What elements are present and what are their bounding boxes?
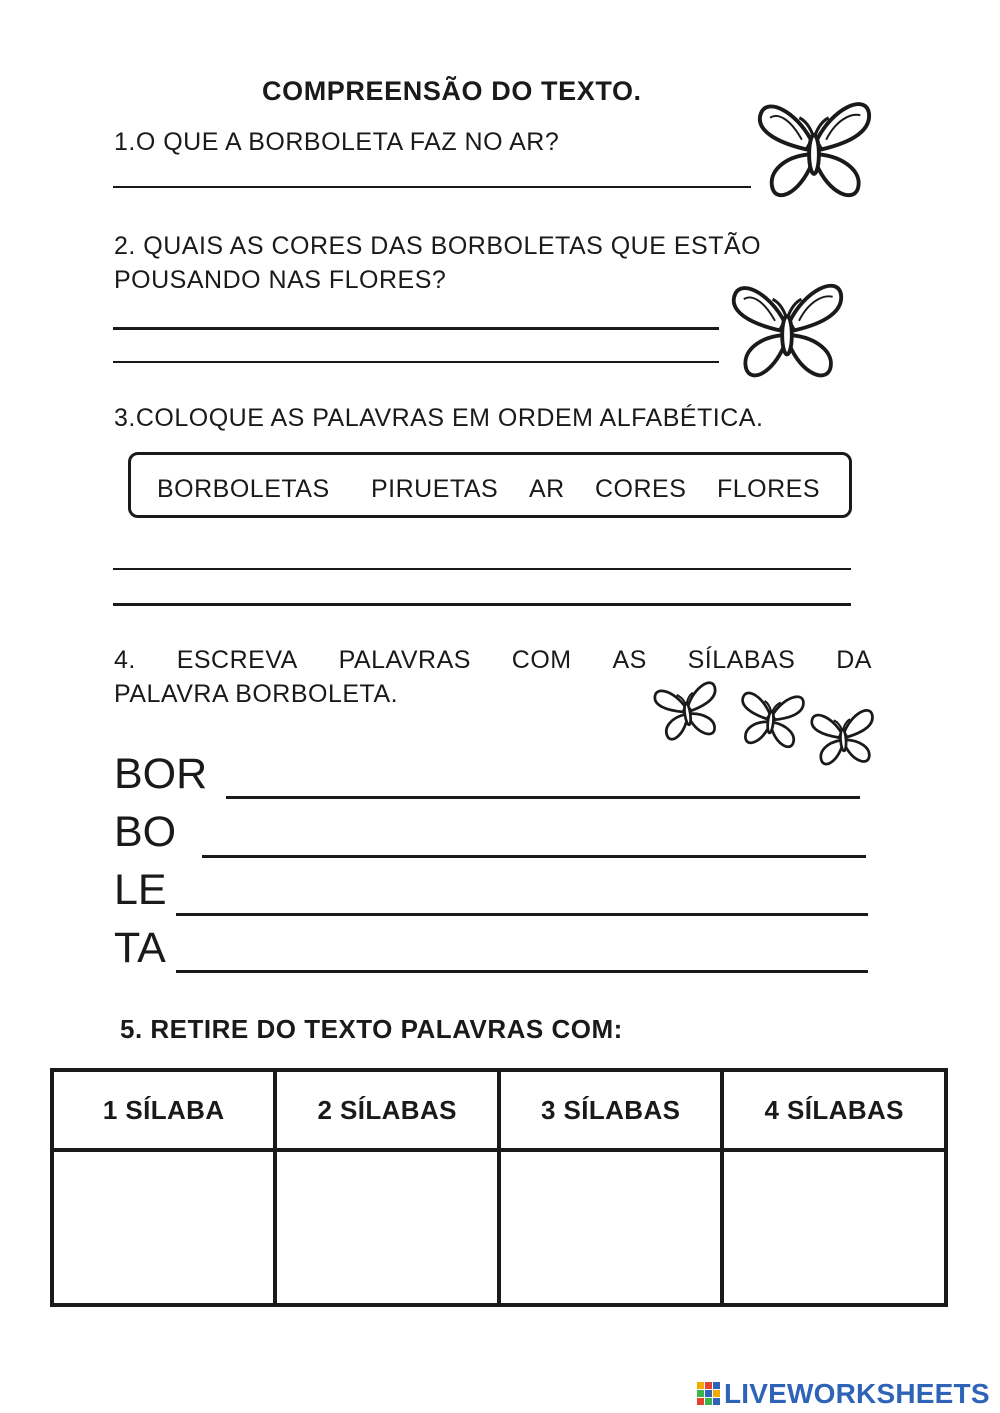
syllable-label-bor: BOR <box>114 750 208 798</box>
syllable-input-bor[interactable] <box>228 758 866 794</box>
answer-box-1-silaba[interactable] <box>54 1152 273 1298</box>
question-1-text: 1.O QUE A BORBOLETA FAZ NO AR? <box>114 128 560 156</box>
word-bank-word: CORES <box>595 475 687 503</box>
q1-answer-line <box>113 186 751 188</box>
q4-word: PALAVRAS <box>338 646 471 674</box>
word-bank-word: PIRUETAS <box>371 475 499 503</box>
word-bank-word: BORBOLETAS <box>157 475 330 503</box>
syllable-line-bor <box>226 796 860 799</box>
question-5-text: 5. RETIRE DO TEXTO PALAVRAS COM: <box>120 1014 623 1044</box>
butterfly-icon <box>726 268 848 388</box>
table-cell-2-silabas <box>275 1150 499 1305</box>
liveworksheets-logo <box>696 1378 990 1410</box>
butterfly-icon <box>648 671 727 748</box>
table-cell-4-silabas <box>722 1150 946 1305</box>
question-2-text-line1: 2. QUAIS AS CORES DAS BORBOLETAS QUE ESTÃO <box>114 232 762 260</box>
syllable-count-table <box>50 1068 948 1307</box>
table-header-2-silabas: 2 SÍLABAS <box>275 1070 499 1150</box>
q4-word: 4. <box>114 646 136 674</box>
syllable-input-bo[interactable] <box>204 817 872 853</box>
q4-word: COM <box>511 646 572 674</box>
answer-box-2-silabas[interactable] <box>277 1152 497 1298</box>
question-3-text: 3.COLOQUE AS PALAVRAS EM ORDEM ALFABÉTICA. <box>114 404 764 432</box>
q4-word: DA <box>836 646 872 674</box>
word-bank-word: AR <box>529 475 565 503</box>
q3-answer-input-1[interactable] <box>114 538 858 568</box>
answer-box-3-silabas[interactable] <box>501 1152 721 1298</box>
syllable-input-le[interactable] <box>178 875 874 911</box>
syllable-input-ta[interactable] <box>178 932 874 968</box>
syllable-label-bo: BO <box>114 808 177 856</box>
q2-answer-line-1 <box>113 327 719 330</box>
table-row <box>52 1150 946 1305</box>
table-header-4-silabas: 4 SÍLABAS <box>722 1070 946 1150</box>
liveworksheets-brand-text: LIVEWORKSHEETS <box>724 1378 990 1409</box>
q1-answer-input[interactable] <box>114 156 758 186</box>
question-4-text-line1 <box>114 646 872 675</box>
q3-answer-input-2[interactable] <box>114 573 858 603</box>
word-bank-word: FLORES <box>717 475 821 503</box>
question-2-text-line2: POUSANDO NAS FLORES? <box>114 266 447 294</box>
question-4-text-line2: PALAVRA BORBOLETA. <box>114 680 399 708</box>
q3-answer-line-1 <box>113 568 851 570</box>
syllable-label-ta: TA <box>114 924 166 972</box>
liveworksheets-cube-icon <box>696 1380 722 1408</box>
q4-word: ESCREVA <box>176 646 298 674</box>
word-bank-box <box>128 452 852 518</box>
q2-answer-input-1[interactable] <box>114 297 726 327</box>
syllable-line-le <box>176 913 868 916</box>
table-header-1-silaba: 1 SÍLABA <box>52 1070 275 1150</box>
table-cell-3-silabas <box>499 1150 723 1305</box>
q3-answer-line-2 <box>113 603 851 606</box>
butterfly-icon <box>733 681 810 756</box>
q2-answer-line-2 <box>113 361 719 363</box>
table-cell-1-silaba <box>52 1150 275 1305</box>
q4-word: AS <box>612 646 647 674</box>
q4-word: SÍLABAS <box>687 646 796 674</box>
syllable-line-bo <box>202 855 866 858</box>
butterfly-icon <box>752 86 876 208</box>
syllable-label-le: LE <box>114 866 167 914</box>
page-title: COMPREENSÃO DO TEXTO. <box>262 76 642 106</box>
table-header-row <box>52 1070 946 1150</box>
q2-answer-input-2[interactable] <box>114 332 726 360</box>
table-header-3-silabas: 3 SÍLABAS <box>499 1070 723 1150</box>
answer-box-4-silabas[interactable] <box>724 1152 944 1298</box>
syllable-line-ta <box>176 970 868 973</box>
